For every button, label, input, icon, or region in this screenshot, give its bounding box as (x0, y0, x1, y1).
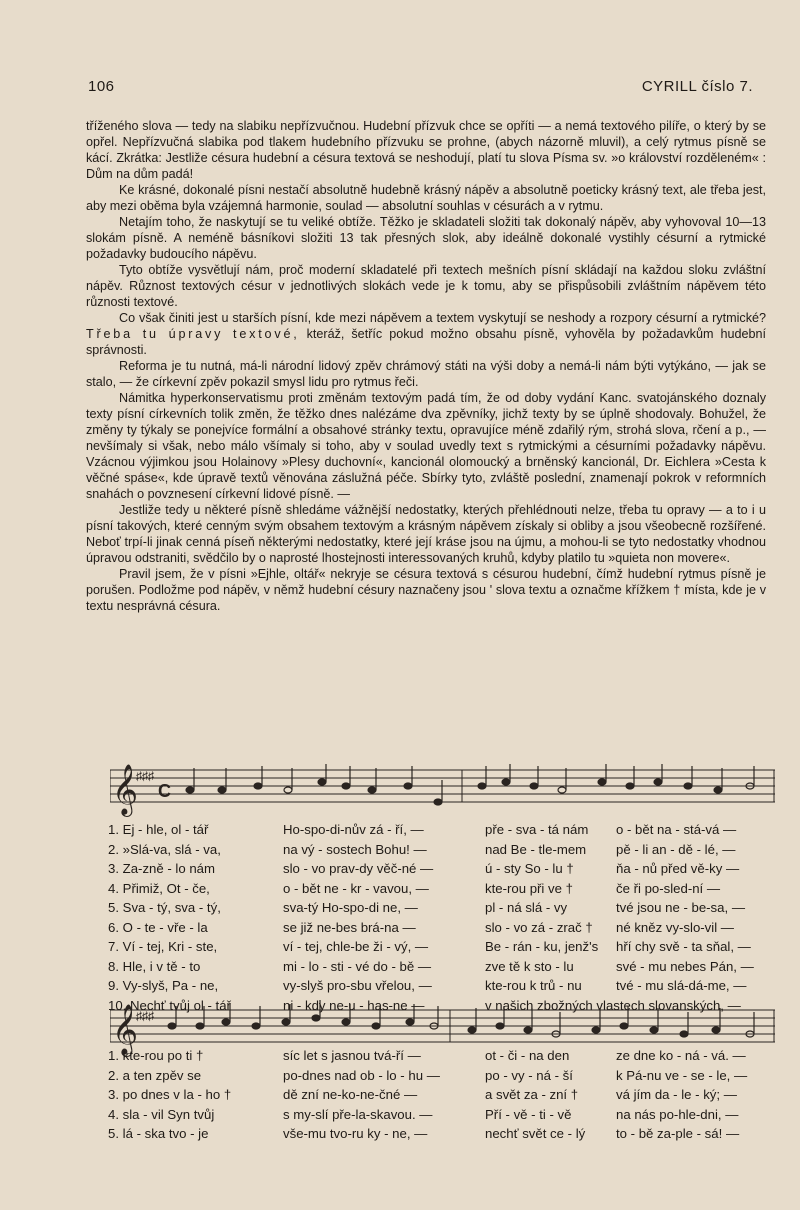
paragraph: tříženého slova — tedy na slabiku nepřízvučnou. Hudební přízvuk chce se opříti — a nemá textového pilíře, o který by se opřel. Nepřízvučná slabika pod tlakem hudebního přízvuku se prohne, (abych názorně mluvil), a celý rytmus písně se kácí. Zkrátka: Jestliže césura hudební a césura textová se neshodují, platí tu slova Písma sv. »o království rozděleném« : Dům na dům padá! (86, 119, 766, 181)
lyric-line: 9. Vy-slyš, Pa - ne, vy-slyš pro-sbu vřelou, — kte-rou k trů - nu tvé - mu slá-dá-me, — (108, 978, 747, 993)
music-staff-1 (110, 760, 775, 820)
lyric-line: 2. »Slá-va, slá - va, na vý - sostech Bohu! — nad Be - tle-mem pě - li an - dě - lé, — (108, 841, 736, 857)
paragraph: Ke krásné, dokonalé písni nestačí absolutně hudebně krásný nápěv a absolutně poeticky krásný text, ale třeba jest, aby mezi oběma byla vzájemná harmonie, soulad — absolutní souhlas v césurách a v rytmu. (86, 183, 766, 213)
lyric-line: 7. Ví - tej, Kri - ste, ví - tej, chle-be ži - vý, — Be - rán - ku, jenž's hří chy svě - ta sňal, — (108, 939, 751, 954)
lyric-line: 8. Hle, i v tě - to mi - lo - sti - vé do - bě — zve tě k sto - lu své - mu nebes Pán, — (108, 958, 754, 974)
lyric-line: 1. Ej - hle, ol - tář Ho-spo-di-nův zá - ří, — pře - sva - tá nám o - bět na - stá-vá — (108, 822, 737, 837)
lyric-line: 1. kte-rou po ti † síc let s jasnou tvá-ří — ot - či - na den ze dne ko - ná - vá. — (108, 1048, 746, 1063)
lyric-line: 3. Za-zně - lo nám slo - vo prav-dy věč-né — ú - sty So - lu † ňa - nů před vě-ky — (108, 861, 740, 876)
lyric-line: 4. sla - vil Syn tvůj s my-slí pře-la-skavou. — Pří - vě - ti - vě na nás po-hle-dni, — (108, 1106, 739, 1122)
lyric-line: 5. lá - ska tvo - je vše-mu tvo-ru ky - ne, — nechť svět ce - lý to - bě za-ple - sá! — (108, 1126, 740, 1141)
key-signature: ♯♯♯ (136, 1009, 154, 1023)
page-number: 106 (88, 78, 115, 95)
spaced-emphasis: Třeba tu úpravy textové, (86, 327, 300, 341)
treble-clef-icon: 𝄞 (112, 1004, 139, 1055)
lyric-line: 10. Nechť tvůj ol - tář ni - kdy ne-u - has-ne — v našich zbožných vlastech slovanských, — (108, 997, 741, 1013)
paragraph: Co však činiti jest u starších písní, kde mezi nápěvem a textem vyskytují se neshody a rozpory césurní a rytmické? Třeba tu úpravy textové, kteráž, šetříc pokud možno obsahu písně, vyhověla by požadavkům hudební správnosti. (86, 311, 766, 357)
lyric-line: 6. O - te - vře - la se již ne-bes brá-na — slo - vo zá - zrač † né kněz vy-slo-vil — (108, 919, 734, 935)
time-signature: C (158, 781, 171, 801)
article-body (86, 118, 766, 614)
page-header (88, 78, 753, 100)
paragraph: Námitka hyperkonservatismu proti změnám textovým padá tím, že od doby vydání Kanc. svatojánského doznaly texty písní církevních tolik změn, že těžko dnes nalézáme dva zpěvníky, jichž texty by se úplně shodovaly. Bohužel, že změny ty týkaly se ponejvíce formální a obsahové stránky textu, opravujíce méně zdařilý rým, strohá slova, rčení a p., — nevšímaly si však, nebo málo všímaly si toho, aby v soulad uvedly text s rytmickými a césurními požadavky nápěvu. Vzácnou výjimkou jsou Holainovy »Plesy duchovní«, kancionál olomoucký a brněnský kancionál, Dr. Eichlera »Cesta k věčné spáse«, kde úpravě textů věnována záslužná péče. Sbírky tyto, zvláště poslední, znamenají pokrok v reformních snahách o povznesení církevní lidové písně. — (86, 391, 766, 501)
lyric-line: 3. po dnes v la - ho † dě zní ne-ko-ne-čné — a svět za - zní † vá jím da - le - ký; — (108, 1087, 737, 1102)
paragraph: Reforma je tu nutná, má-li národní lidový zpěv chrámový státi na výši doby a nemá-li nám býti vytýkáno, — jak se stalo, — že církevní zpěv pokazil smysl lidu pro rytmus řeči. (86, 359, 766, 389)
key-signature: ♯♯♯ (136, 769, 154, 783)
treble-clef-icon: 𝄞 (112, 764, 139, 815)
lyric-line: 5. Sva - tý, sva - tý, sva-tý Ho-spo-di ne, — pl - ná slá - vy tvé jsou ne - be-sa, — (108, 900, 746, 915)
paragraph: Jestliže tedy u některé písně shledáme vážnější nedostatky, kterých přehlédnouti nelze, třeba tu opravy — a to i u písní takových, které cenným svým obsahem textovým a krásným nápěvem získaly si obliby a jsou všeobecně rozšířené. Neboť trpí-li jinak cenná píseň některými nedostatky, které její kráse jsou na újmu, a mohou-li se tyto nedostatky vhodnou úpravou odstraniti, svědčilo by o naprosté lhostejnosti interessovaných kruhů, kdyby platilo tu »quieta non movere«. (86, 503, 766, 565)
paragraph: Pravil jsem, že v písni »Ejhle, oltář« nekryje se césura textová s césurou hudební, čímž hudební rytmus písně je porušen. Podložme pod nápěv, v němž hudební césury naznačeny jsou ' slova textu a označme křížkem † místa, kde je v textu nesprávná césura. (86, 567, 766, 613)
lyrics-block-1 (108, 822, 768, 1017)
lyric-line: 4. Přimiž, Ot - če, o - bět ne - kr - vavou, — kte-rou při ve † če ři po-sled-ní — (108, 880, 721, 896)
lyric-line: 2. a ten zpěv se po-dnes nad ob - lo - hu — po - vy - ná - ší k Pá-nu ve - se - le, — (108, 1067, 748, 1083)
journal-title: CYRILL číslo 7. (641, 78, 753, 95)
lyrics-block-2 (108, 1048, 768, 1146)
paragraph: Netajím toho, že naskytují se tu veliké obtíže. Těžko je skladateli složiti tak dokonalý nápěv, aby vyhovoval 10—13 slokám písně. A neméně básníkovi složiti 13 tak přesných slok, aby ideálně dokonalé vystihly césurní a rytmické požadavky budoucího nápěvu. (86, 215, 766, 261)
paragraph: Tyto obtíže vysvětlují nám, proč moderní skladatelé při textech mešních písní skládají na každou sloku zvláštní nápěv. Různost textových césur v jednotlivých slokách vede je k tomu, aby se přispůsobili zvláštním nápěvem této různosti textové. (86, 263, 766, 309)
